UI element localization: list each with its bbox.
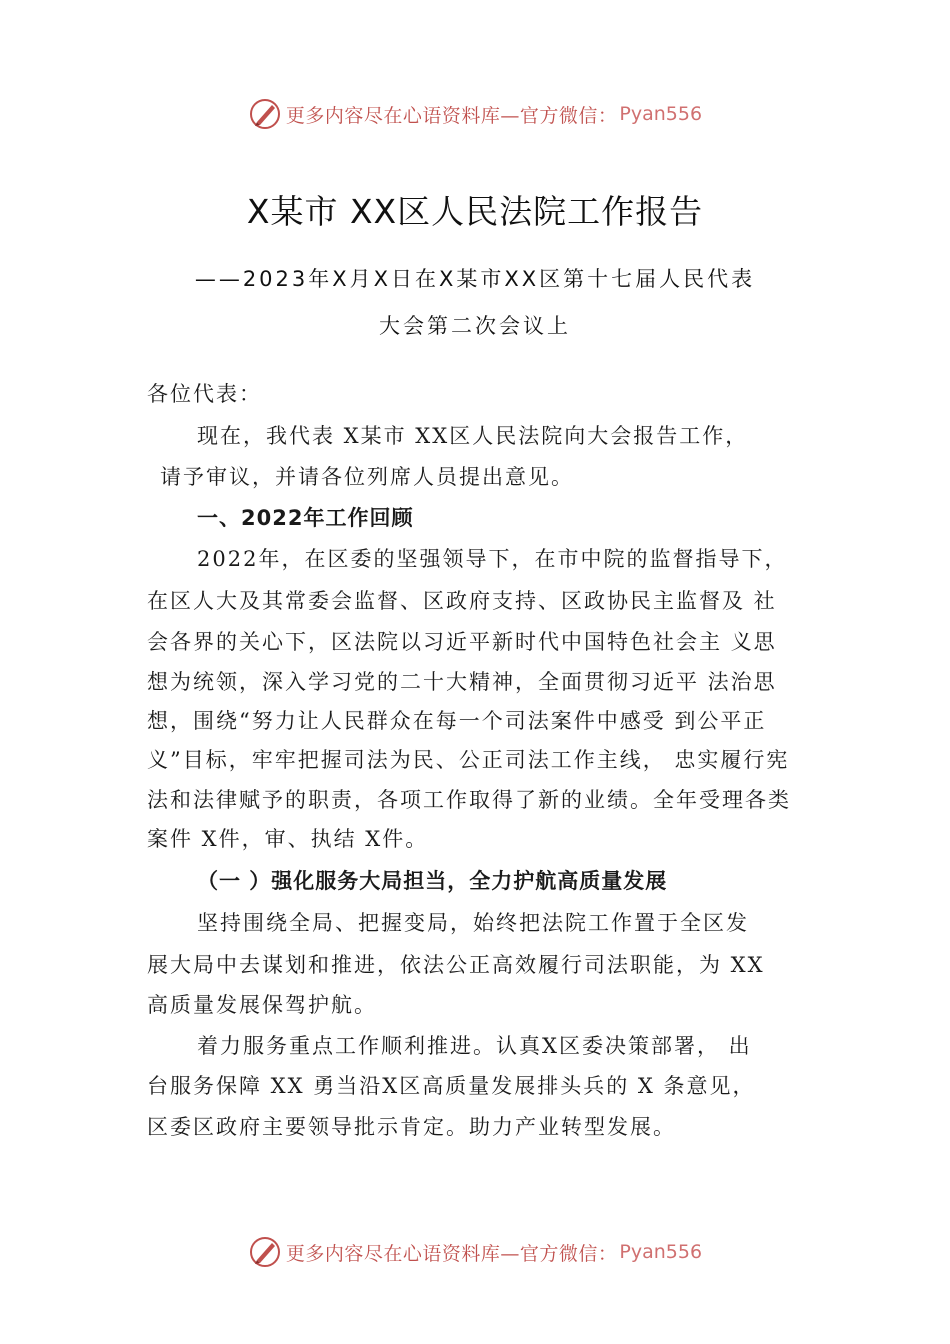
document-title: X某市 XX区人民法院工作报告: [246, 192, 704, 231]
section-heading: 一、2022年工作回顾: [197, 506, 414, 530]
watermark-footer: [0, 1234, 950, 1270]
paragraph-line: 2022年，在区委的坚强领导下，在市中院的监督指导下，: [197, 547, 788, 571]
pen-icon: [248, 97, 282, 131]
watermark-text: 更多内容尽在心语资料库—官方微信：: [285, 104, 618, 127]
paragraph-line: 高质量发展保驾护航。: [147, 993, 377, 1017]
paragraph-line: 台服务保障 XX 勇当沿X区高质量发展排头兵的 X 条意见，: [147, 1074, 756, 1098]
intro-line: 请予审议，并请各位列席人员提出意见。: [160, 465, 574, 489]
paragraph-line: 在区人大及其常委会监督、区政府支持、区政协民主监督及 社: [147, 589, 777, 613]
salutation: 各位代表：: [147, 382, 262, 406]
paragraph-line: 想，围绕“努力让人民群众在每一个司法案件中感受 到公平正: [147, 709, 767, 733]
pen-icon: [248, 1235, 282, 1269]
watermark-wechat-id: Pyan556: [619, 103, 703, 125]
subsection-heading: （一 ）强化服务大局担当，全力护航高质量发展: [197, 869, 668, 893]
subtitle-line-2: 大会第二次会议上: [379, 314, 571, 338]
paragraph-line: 坚持围绕全局、把握变局，始终把法院工作置于全区发: [197, 911, 749, 935]
intro-line: 现在，我代表 X某市 XX区人民法院向大会报告工作，: [197, 424, 749, 448]
paragraph-line: 想为统领，深入学习党的二十大精神，全面贯彻习近平 法治思: [147, 670, 777, 694]
paragraph-line: 法和法律赋予的职责，各项工作取得了新的业绩。全年受理各类: [147, 788, 791, 812]
paragraph-line: 着力服务重点工作顺利推进。认真X区委决策部署， 出: [197, 1034, 752, 1058]
paragraph-line: 展大局中去谋划和推进，依法公正高效履行司法职能，为 XX: [147, 953, 765, 977]
paragraph-line: 案件 X件，审、执结 X件。: [147, 827, 429, 851]
watermark-header: [0, 96, 950, 132]
paragraph-line: 义”目标，牢牢把握司法为民、公正司法工作主线， 忠实履行宪: [147, 748, 790, 772]
watermark-wechat-id: Pyan556: [619, 1241, 703, 1263]
watermark-text: 更多内容尽在心语资料库—官方微信：: [285, 1242, 618, 1265]
paragraph-line: 会各界的关心下，区法院以习近平新时代中国特色社会主 义思: [147, 630, 777, 654]
subtitle-line-1: ——2023年X月X日在X某市XX区第十七届人民代表: [194, 267, 756, 291]
paragraph-line: 区委区政府主要领导批示肯定。助力产业转型发展。: [147, 1115, 676, 1139]
